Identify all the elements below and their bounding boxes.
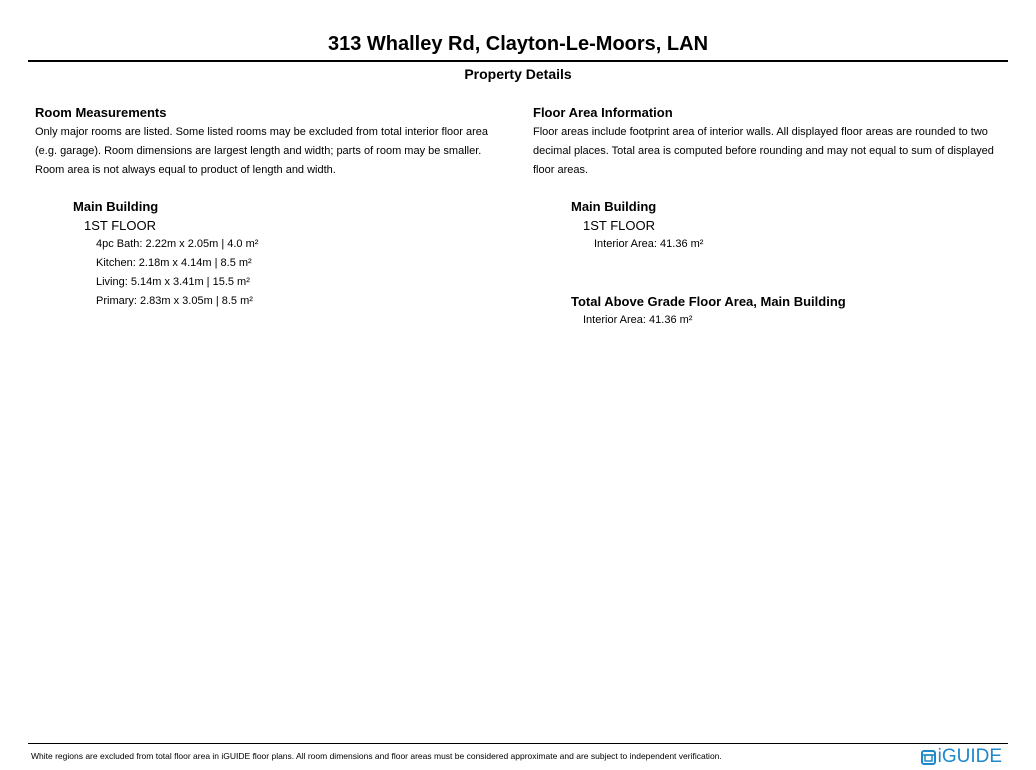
room-row: 4pc Bath: 2.22m x 2.05m | 4.0 m² [96,238,259,250]
room-measurements-description-line: Room area is not always equal to product of length and width. [35,164,336,176]
floor-area-section [533,104,1018,180]
room-measurements-heading: Room Measurements [35,105,167,120]
footer-divider [28,743,1008,744]
room-measurements-section [35,104,515,180]
floor-area-description-line: Floor areas include footprint area of interior walls. All displayed floor areas are rounded to two [533,126,988,138]
title-divider [28,60,1008,62]
iguide-logo-icon [921,750,936,765]
iguide-logo-text: iGUIDE [937,746,1002,767]
total-floor-area-heading: Total Above Grade Floor Area, Main Building [571,294,846,309]
floor-area-heading: Floor Area Information [533,105,673,120]
room-row: Primary: 2.83m x 3.05m | 8.5 m² [96,295,253,307]
total-interior-area: Interior Area: 41.36 m² [583,314,693,326]
room-row: Living: 5.14m x 3.41m | 15.5 m² [96,276,250,288]
floor-interior-area: Interior Area: 41.36 m² [594,238,704,250]
iguide-logo [921,747,1002,767]
page-title: 313 Whalley Rd, Clayton-Le-Moors, LAN [327,33,709,55]
room-measurements-description-line: (e.g. garage). Room dimensions are largest length and width; parts of room may be smaller. [35,145,482,157]
floor-area-building-label: Main Building [571,199,657,214]
footer-disclaimer: White regions are excluded from total floor area in iGUIDE floor plans. All room dimensions and floor areas must be considered approximate and are subject to independent verification. [31,751,722,761]
page-subtitle: Property Details [464,66,572,82]
room-building-label: Main Building [73,199,159,214]
room-row: Kitchen: 2.18m x 4.14m | 8.5 m² [96,257,252,269]
room-measurements-description-line: Only major rooms are listed. Some listed rooms may be excluded from total interior floor area [35,126,489,138]
floor-area-description-line: decimal places. Total area is computed before rounding and may not equal to sum of displayed [533,145,994,157]
room-floor-label: 1ST FLOOR [84,218,157,233]
floor-area-description-line: floor areas. [533,164,589,176]
floor-area-floor-label: 1ST FLOOR [583,218,656,233]
